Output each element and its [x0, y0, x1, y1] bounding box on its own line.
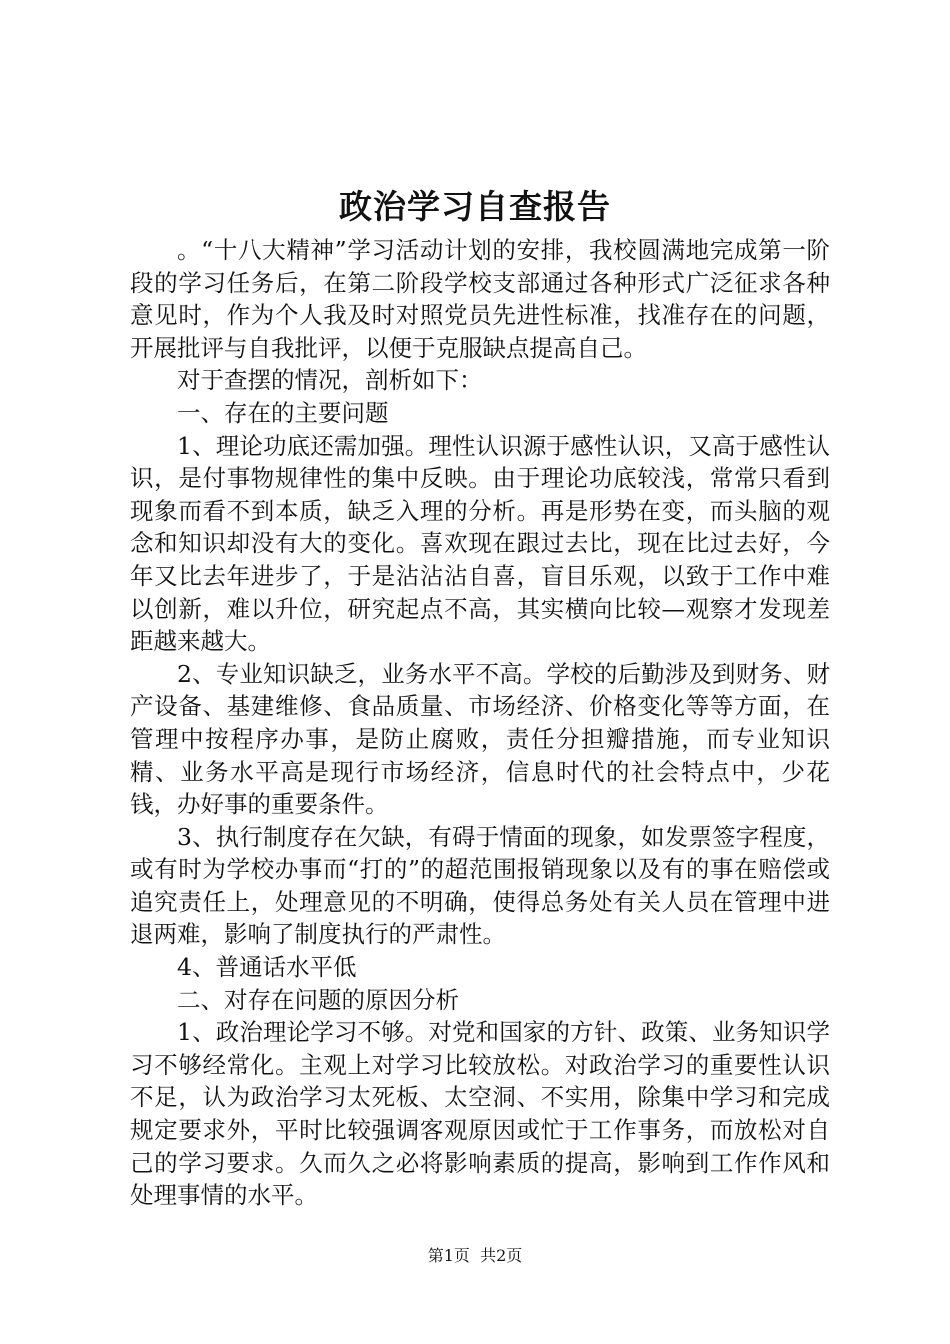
section-heading-causes: 二、对存在问题的原因分析 [177, 985, 459, 1014]
paragraph-problem-3: 3、执行制度存在欠缺，有碍于情面的现象，如发票签字程度，或有时为学校办事而“打的”的超范围报销现象以及有的事在赔偿或追究责任上，处理意见的不明确，使得总务处有关人员在管理中进退两难，影响了制度执行的严肃性。 [130, 822, 830, 949]
paragraph-intro: 。“十八大精神”学习活动计划的安排，我校圆满地完成第一阶段的学习任务后，在第二阶段学校支部通过各种形式广泛征求各种意见时，作为个人我及时对照党员先进性标准，找准存在的问题，开展批评与自我批评，以便于克服缺点提高自己。 [130, 236, 830, 362]
paragraph-problem-2: 2、专业知识缺乏，业务水平不高。学校的后勤涉及到财务、财产设备、基建维修、食品质量、市场经济、价格变化等等方面，在管理中按程序办事，是防止腐败，责任分担瓣措施，而专业知识精、业务水平高是现行市场经济，信息时代的社会特点中，少花钱，办好事的重要条件。 [130, 659, 830, 819]
paragraph-analysis-lead: 对于查摆的情况，剖析如下： [177, 366, 483, 395]
paragraph-problem-4: 4、普通话水平低 [177, 953, 357, 982]
section-heading-problems: 一、存在的主要问题 [177, 398, 389, 427]
page-footer [0, 1244, 950, 1268]
paragraph-cause-1: 1、政治理论学习不够。对党和国家的方针、政策、业务知识学习不够经常化。主观上对学习比较放松。对政治学习的重要性认识不足，认为政治学习太死板、太空洞、不实用，除集中学习和完成规定要求外，平时比较强调客观原因或忙于工作事务，而放松对自己的学习要求。久而久之必将影响素质的提高，影响到工作作风和处理事情的水平。 [130, 1018, 830, 1210]
document-title: 政治学习自查报告 [339, 187, 611, 226]
document-body [130, 234, 830, 1212]
page-number-label: 第1页 共2页 [427, 1246, 523, 1265]
paragraph-problem-1: 1、理论功底还需加强。理性认识源于感性认识，又高于感性认识，是付事物规律性的集中反映。由于理论功底较浅，常常只看到现象而看不到本质，缺乏入理的分析。再是形势在变，而头脑的观念和知识却没有大的变化。喜欢现在跟过去比，现在比过去好，今年又比去年进步了，于是沾沾沾自喜，盲目乐观，以致于工作中难以创新，难以升位，研究起点不高，其实横向比较—观察才发现差距越来越大。 [130, 431, 830, 656]
